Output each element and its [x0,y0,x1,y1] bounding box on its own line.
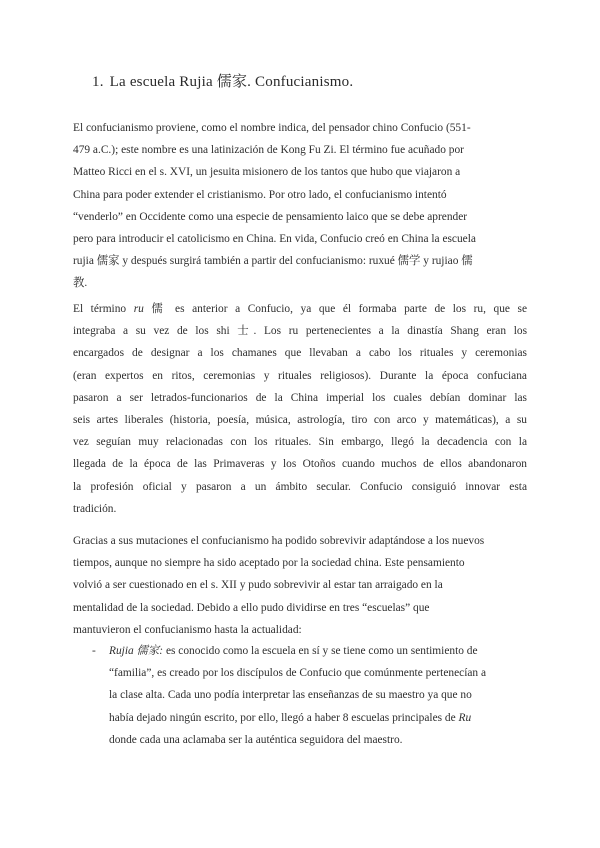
paragraph-line: llegada de la época de las Primaveras y los Otoños cuando muchos de ellos abandonaron [73,458,527,471]
paragraph-line: “venderlo” en Occidente como una especie de pensamiento laico que se debe aprender [73,210,468,223]
text-run: es conocido como la escuela en sí y se tiene como un sentimiento de [163,645,478,657]
paragraph-line: “familia”, es creado por los discípulos de Confucio que comúnmente pertenecían a [109,667,487,680]
italic-term: Rujia 儒家: [109,645,164,657]
heading-number: 1. [92,74,104,90]
paragraph-line: mentalidad de la sociedad. Debido a ello pudo dividirse en tres “escuelas” que [73,601,430,614]
paragraph-line: 教. [73,277,88,290]
paragraph-line: Matteo Ricci en el s. XVI, un jesuita misionero de los tantos que hubo que viajaron a [73,166,461,179]
text-run: El término [73,303,134,315]
paragraph-line [109,640,527,662]
paragraph-schools [73,530,527,641]
paragraph-line: la clase alta. Cada uno podía interpretar las enseñanzas de su maestro ya que no [109,689,472,702]
paragraph-line: vez seguían muy relacionadas con los rituales. Sin embargo, llegó la decadencia con la [73,436,527,449]
paragraph-line: encargados de designar a los chamanes que llevaban a cabo los rituales y ceremonias [73,347,527,360]
paragraph-line: (eran expertos en ritos, ceremonias y rituales religiosos). Durante la época confuciana [73,369,527,382]
paragraph-line: integraba a su vez de los shi 士. Los ru pertenecientes a la dinastía Shang eran los [73,325,527,338]
text-run: 儒 es anterior a Confucio, ya que él formaba parte de los ru, que se [143,303,527,315]
paragraph-line: pero para introducir el catolicismo en China. En vida, Confucio creó en China la escuela [73,233,476,246]
italic-term: Ru [458,711,472,724]
paragraph-line: donde cada una aclamaba ser la auténtica seguidora del maestro. [109,733,403,746]
list-bullet-dash: - [92,645,96,657]
paragraph-line: pasaron a ser letrados-funcionarios de la China imperial los cuales debían dominar las [73,391,527,404]
paragraph-line: El confucianismo proviene, como el nombre indica, del pensador chino Confucio (551- [73,122,471,134]
paragraph-ru-term [73,298,527,520]
paragraph-line: mantuvieron el confucianismo hasta la actualidad: [73,623,302,636]
section-heading [92,70,353,91]
paragraph-line [73,298,527,320]
paragraph-line: China para poder extender el cristianismo. Por otro lado, el confucianismo intentó [73,188,447,201]
italic-term: ru [133,303,144,315]
text-run: había dejado ningún escrito, por ello, llegó a haber 8 escuelas principales de [109,711,459,724]
paragraph-line: la profesión oficial y pasaron a un ámbito secular. Confucio consiguió innovar esta [73,480,527,493]
paragraph-line: volvió a ser cuestionado en el s. XII y pudo sobrevivir al estar tan arraigado en la [73,579,443,592]
paragraph-line: seis artes liberales (historia, poesía, música, astrología, tiro con arco y matemáticas), a su [73,414,527,427]
heading-title: La escuela Rujia 儒家. Confucianismo. [109,74,354,90]
paragraph-origin [73,117,527,295]
paragraph-line: tradición. [73,502,117,515]
list-item-text [109,640,527,751]
paragraph-line: 479 a.C.); este nombre es una latinización de Kong Fu Zi. El término fue acuñado por [73,144,464,157]
paragraph-line: rujia 儒家 y después surgirá también a partir del confucianismo: ruxué 儒学 y rujiao 儒 [73,255,473,268]
paragraph-line: Gracias a sus mutaciones el confucianismo ha podido sobrevivir adaptándose a los nuevos [73,535,485,547]
paragraph-line: tiempos, aunque no siempre ha sido aceptado por la sociedad china. Este pensamiento [73,557,465,570]
paragraph-line [109,707,527,729]
